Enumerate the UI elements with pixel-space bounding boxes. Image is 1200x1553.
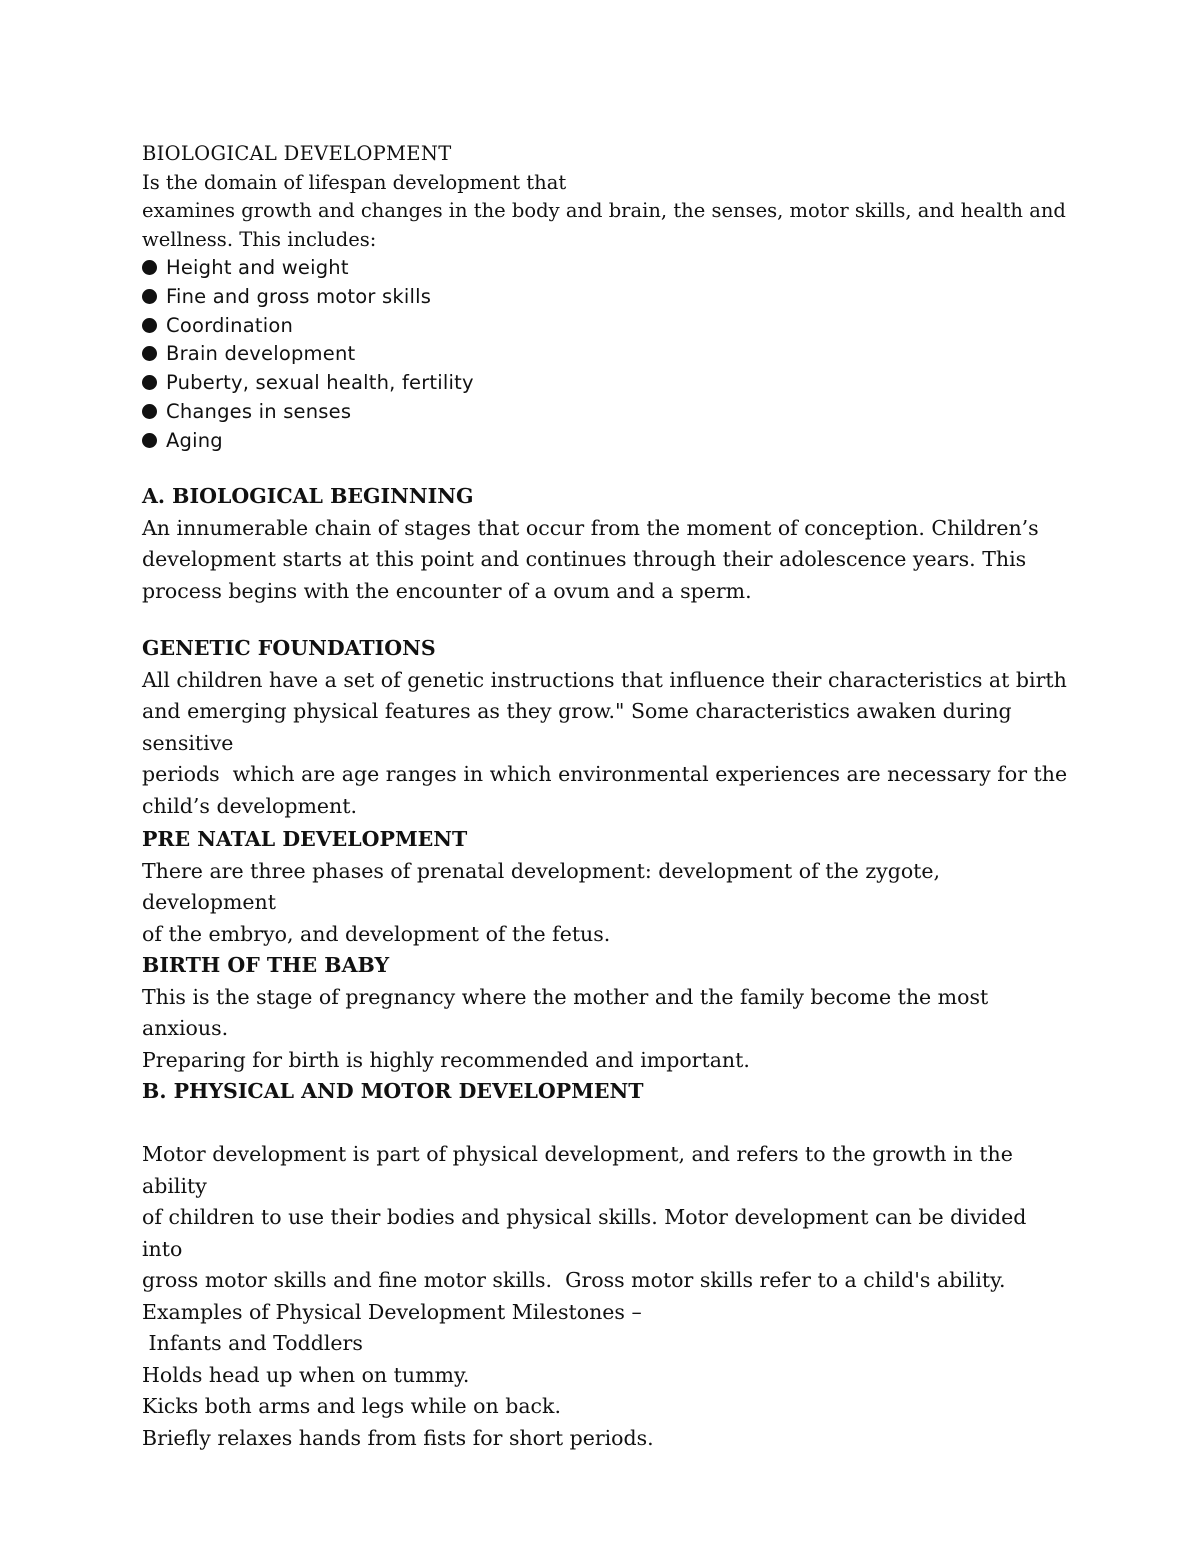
paragraph-line: Kicks both arms and legs while on back. <box>142 1394 561 1418</box>
section-heading: BIRTH OF THE BABY <box>142 953 390 977</box>
paragraph-line: gross motor skills and fine motor skills. Gross motor skills refer to a child's ability. <box>142 1268 1006 1292</box>
section-heading: B. PHYSICAL AND MOTOR DEVELOPMENT <box>142 1079 644 1103</box>
list-item <box>142 312 1072 341</box>
bullet-icon <box>142 318 157 333</box>
list-item-text: Puberty, sexual health, fertility <box>166 371 474 395</box>
list-item-text: Fine and gross motor skills <box>166 285 432 309</box>
bullet-icon <box>142 433 157 448</box>
paragraph-line: Holds head up when on tummy. <box>142 1362 470 1387</box>
bullet-icon <box>142 375 157 390</box>
list-item <box>142 427 1072 456</box>
paragraph-line: of children to use their bodies and physical skills. Motor development can be divided into <box>142 1205 1027 1261</box>
paragraph-line: This is the stage of pregnancy where the mother and the family become the most anxious. <box>142 984 989 1040</box>
spacer <box>142 1108 1072 1140</box>
list-item <box>142 283 1072 312</box>
paragraph-line: Is the domain of lifespan development that <box>142 170 567 194</box>
paragraph-line: All children have a set of genetic instructions that influence their characteristics at birth <box>142 667 1067 692</box>
paragraph-line: Preparing for birth is highly recommended and important. <box>142 1047 750 1072</box>
milestones-body <box>142 1139 1072 1454</box>
section-heading: A. BIOLOGICAL BEGINNING <box>142 484 474 508</box>
paragraph-line: Briefly relaxes hands from fists for short periods. <box>142 1425 654 1450</box>
genetic-foundations-section <box>142 633 1072 822</box>
paragraph-line: Infants and Toddlers <box>142 1331 363 1355</box>
paragraph-line: of the embryo, and development of the fetus. <box>142 921 611 946</box>
paragraph-line: child’s development. <box>142 793 357 818</box>
paragraph-line: wellness. This includes: <box>142 227 377 251</box>
birth-section <box>142 950 1072 1076</box>
paragraph-line: process begins with the encounter of a ovum and a sperm. <box>142 578 752 603</box>
section-heading: PRE NATAL DEVELOPMENT <box>142 827 468 851</box>
bullet-icon <box>142 404 157 419</box>
paragraph-line: development starts at this point and continues through their adolescence years. This <box>142 547 1027 571</box>
paragraph-line: Examples of Physical Development Milestones – <box>142 1299 642 1324</box>
bullet-icon <box>142 289 157 304</box>
physical-motor-section <box>142 1076 1072 1454</box>
list-item-text: Coordination <box>166 313 294 337</box>
list-item-text: Aging <box>166 428 223 452</box>
paragraph-line: There are three phases of prenatal development: development of the zygote, development <box>142 858 941 914</box>
bullet-icon <box>142 346 157 361</box>
paragraph-line: Motor development is part of physical development, and refers to the growth in the ability <box>142 1142 1013 1198</box>
list-item-text: Height and weight <box>166 256 349 280</box>
list-item-text: Brain development <box>166 342 356 366</box>
section-title: BIOLOGICAL DEVELOPMENT <box>142 142 452 165</box>
paragraph-line: An innumerable chain of stages that occur from the moment of conception. Children’s <box>142 515 1039 540</box>
list-item <box>142 398 1072 427</box>
paragraph-line: and emerging physical features as they grow." Some characteristics awaken during sensitive <box>142 699 1012 755</box>
includes-list <box>142 254 1072 455</box>
paragraph-line: examines growth and changes in the body and brain, the senses, motor skills, and health and <box>142 199 1066 223</box>
list-item-text: Changes in senses <box>166 399 352 423</box>
list-item <box>142 254 1072 283</box>
biological-beginning-section <box>142 481 1072 607</box>
section-heading: GENETIC FOUNDATIONS <box>142 636 436 660</box>
pre-natal-section <box>142 824 1072 950</box>
paragraph-line: periods which are age ranges in which environmental experiences are necessary for the <box>142 762 1068 786</box>
bullet-icon <box>142 260 157 275</box>
list-item <box>142 340 1072 369</box>
list-item <box>142 369 1072 398</box>
biological-development-section <box>142 140 1072 455</box>
